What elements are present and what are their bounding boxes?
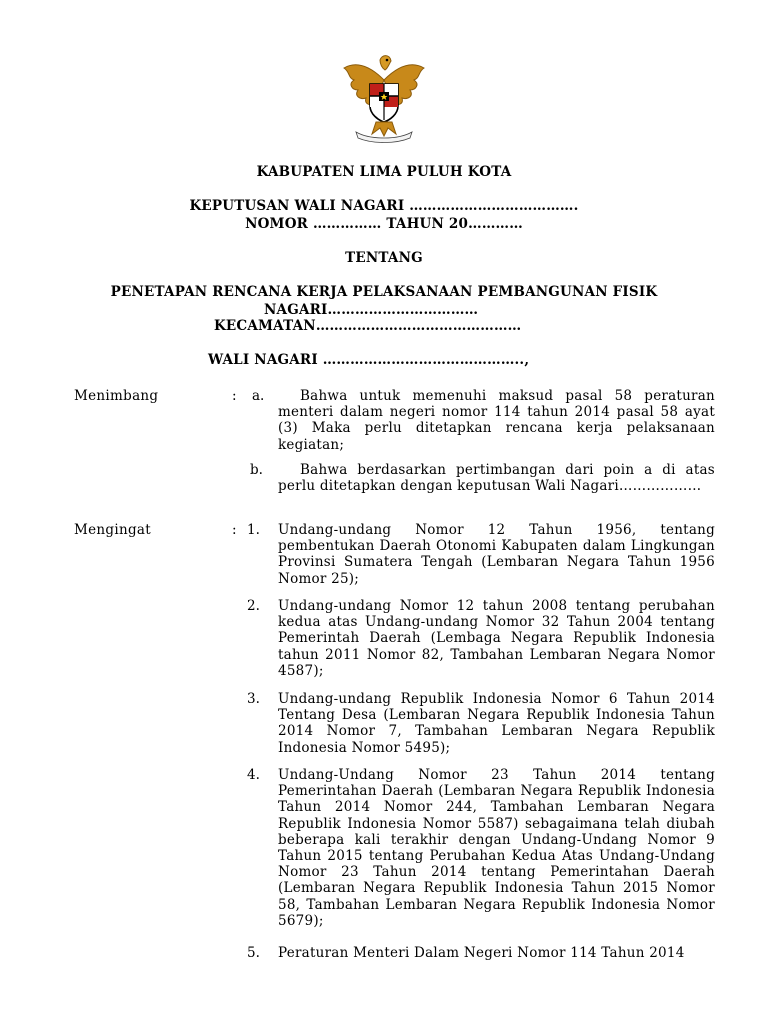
mengingat-item-2: Undang-undang Nomor 12 tahun 2008 tentang perubahan kedua atas Undang-undang Nomor 32 Tahun 2004 tentang Pemerintah Daerah (Lembaga Negara Republik Indonesia tahun 2011 Nomor 82, Tambahan Lembaran Negara Nomor 4587); bbox=[278, 598, 715, 679]
mengingat-mark-3: 3. bbox=[247, 691, 260, 707]
menimbang-item-a: Bahwa untuk memenuhi maksud pasal 58 peraturan menteri dalam negeri nomor 114 tahun 2014 pasal 58 ayat (3) Maka perlu ditetapkan rencana kerja pelaksanaan kegiatan; bbox=[278, 388, 715, 453]
menimbang-item-b: Bahwa berdasarkan pertimbangan dari poin a di atas perlu ditetapkan dengan keputusan Wali Nagari……………… bbox=[278, 462, 715, 495]
district-title: KABUPATEN LIMA PULUH KOTA bbox=[256, 164, 512, 180]
subject-line-3: KECAMATAN……………………………………… bbox=[214, 318, 522, 334]
mengingat-colon: : bbox=[232, 522, 237, 538]
subject-line-2: NAGARI…………………………… bbox=[264, 302, 479, 318]
menimbang-label: Menimbang bbox=[74, 388, 159, 404]
mengingat-item-3: Undang-undang Republik Indonesia Nomor 6 Tahun 2014 Tentang Desa (Lembaran Negara Republik Indonesia Tahun 2014 Nomor 7, Tambahan Lembaran Negara Republik Indonesia Nomor 5495); bbox=[278, 691, 715, 756]
decree-title: KEPUTUSAN WALI NAGARI ………………………………. bbox=[189, 198, 579, 214]
mengingat-label: Mengingat bbox=[74, 522, 151, 538]
wali-nagari-heading: WALI NAGARI …………………………………….., bbox=[208, 352, 530, 368]
mengingat-mark-1: 1. bbox=[247, 522, 260, 538]
menimbang-mark-b: b. bbox=[250, 462, 263, 478]
menimbang-mark-a: a. bbox=[252, 388, 265, 404]
menimbang-colon: : bbox=[232, 388, 237, 404]
mengingat-mark-4: 4. bbox=[247, 767, 260, 783]
subject-line-1: PENETAPAN RENCANA KERJA PELAKSANAAN PEMBANGUNAN FISIK bbox=[110, 284, 658, 300]
mengingat-mark-5: 5. bbox=[247, 945, 260, 961]
mengingat-item-5: Peraturan Menteri Dalam Negeri Nomor 114 Tahun 2014 bbox=[278, 945, 685, 961]
mengingat-mark-2: 2. bbox=[247, 598, 260, 614]
about-heading: TENTANG bbox=[345, 250, 423, 266]
decree-number: NOMOR …………… TAHUN 20………… bbox=[245, 216, 523, 232]
mengingat-item-1: Undang-undang Nomor 12 Tahun 1956, tentang pembentukan Daerah Otonomi Kabupaten dalam Lingkungan Provinsi Sumatera Tengah (Lembaran Negara Tahun 1956 Nomor 25); bbox=[278, 522, 715, 587]
mengingat-item-4: Undang-Undang Nomor 23 Tahun 2014 tentang Pemerintahan Daerah (Lembaran Negara Republik Indonesia Tahun 2014 Nomor 244, Tambahan Lembaran Negara Republik Indonesia Nomor 5587) sebagaimana telah diubah beberapa kali terakhir dengan Undang-Undang Nomor 9 Tahun 2015 tentang Perubahan Kedua Atas Undang-Undang Nomor 23 Tahun 2014 tentang Pemerintahan Daerah (Lembaran Negara Republik Indonesia Tahun 2015 Nomor 58, Tambahan Lembaran Negara Republik Indonesia Nomor 5679); bbox=[278, 767, 715, 929]
garuda-emblem bbox=[336, 50, 432, 146]
